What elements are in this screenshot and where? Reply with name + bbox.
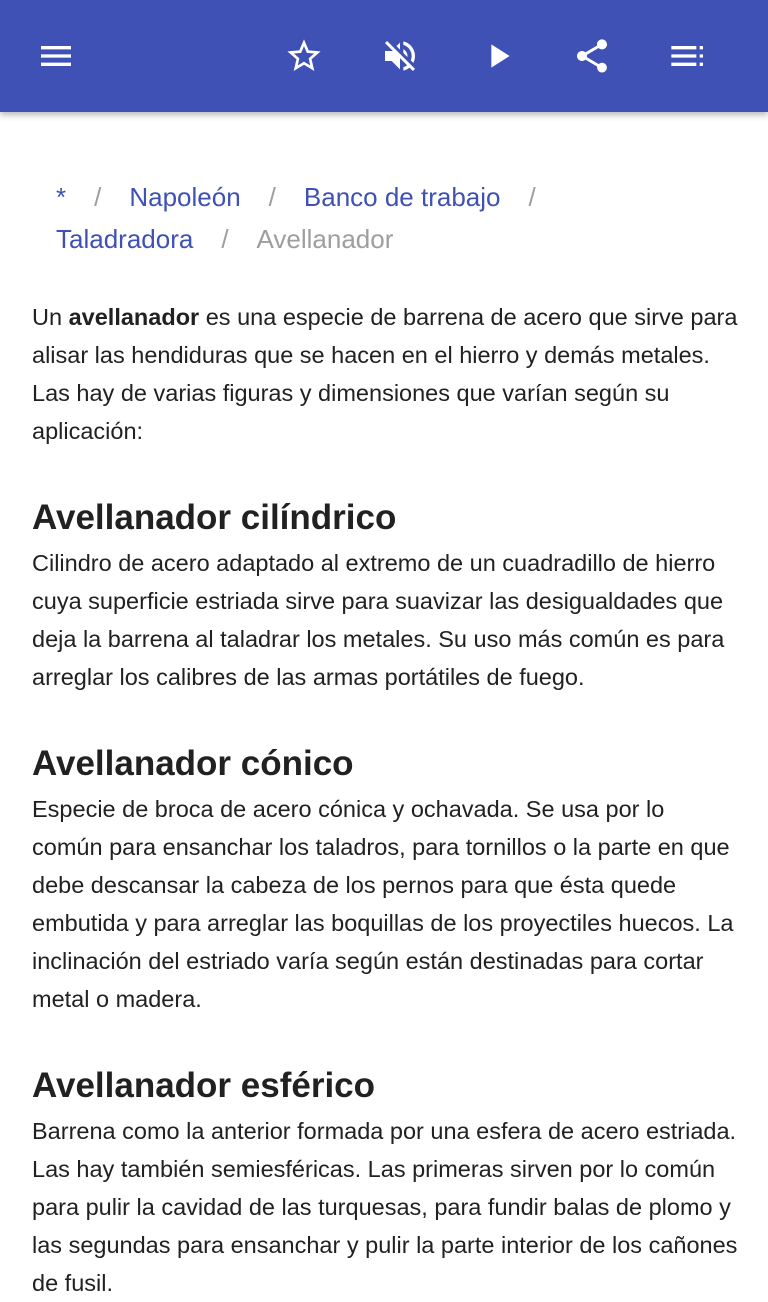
mute-button[interactable] [368,24,432,88]
breadcrumb-home-link[interactable]: * [56,182,67,212]
section-heading-cilindrico: Avellanador cilíndrico [32,498,397,537]
star-icon [284,36,324,76]
breadcrumb-link-banco[interactable]: Banco de trabajo [303,182,501,212]
breadcrumb-current: Avellanador [256,224,394,254]
section-heading-conico: Avellanador cónico [32,744,354,783]
app-toolbar [0,0,768,112]
menu-icon [36,36,76,76]
breadcrumb-separator: / [268,182,276,212]
breadcrumb-separator: / [94,182,102,212]
share-icon [572,36,612,76]
play-button[interactable] [466,24,530,88]
breadcrumb-link-taladradora[interactable]: Taladradora [56,224,194,254]
share-button[interactable] [560,24,624,88]
section-heading-esferico: Avellanador esférico [32,1066,376,1105]
playlist-icon [668,36,708,76]
article-body [32,298,738,1302]
intro-term: avellanador [68,304,200,330]
intro-paragraph [32,298,738,450]
intro-text-end: es una especie de barrena de acero que sirve para alisar las hendiduras que se hacen en el hierro y demás metales. Las hay de varias figuras y dimensiones que varían según su aplicación: [32,304,738,444]
contents-button[interactable] [656,24,720,88]
section-text-esferico: Barrena como la anterior formada por una esfera de acero estriada. Las hay también semiesféricas. Las primeras sirven por lo común para pulir la cavidad de las turquesas, para fundir balas de plomo y las segundas para ensanchar y pulir la parte interior de los cañones de fusil. [32,1118,738,1296]
menu-button[interactable] [24,24,88,88]
volume-off-icon [380,36,420,76]
breadcrumb-separator: / [528,182,536,212]
intro-text-start: Un [32,304,69,330]
play-icon [478,36,518,76]
breadcrumb-separator: / [221,224,229,254]
favorite-button[interactable] [272,24,336,88]
breadcrumb [56,176,736,260]
breadcrumb-link-napoleon[interactable]: Napoleón [129,182,241,212]
section-text-cilindrico: Cilindro de acero adaptado al extremo de un cuadradillo de hierro cuya superficie estriada sirve para suavizar las desigualdades que deja la barrena al taladrar los metales. Su uso más común es para arreglar los calibres de las armas portátiles de fuego. [32,550,725,690]
article-content [0,112,768,1296]
section-text-conico: Especie de broca de acero cónica y ochavada. Se usa por lo común para ensanchar los taladros, para tornillos o la parte en que debe descansar la cabeza de los pernos para que ésta quede embutida y para arreglar las boquillas de los proyectiles huecos. La inclinación del estriado varía según están destinadas para cortar metal o madera. [32,796,734,1012]
